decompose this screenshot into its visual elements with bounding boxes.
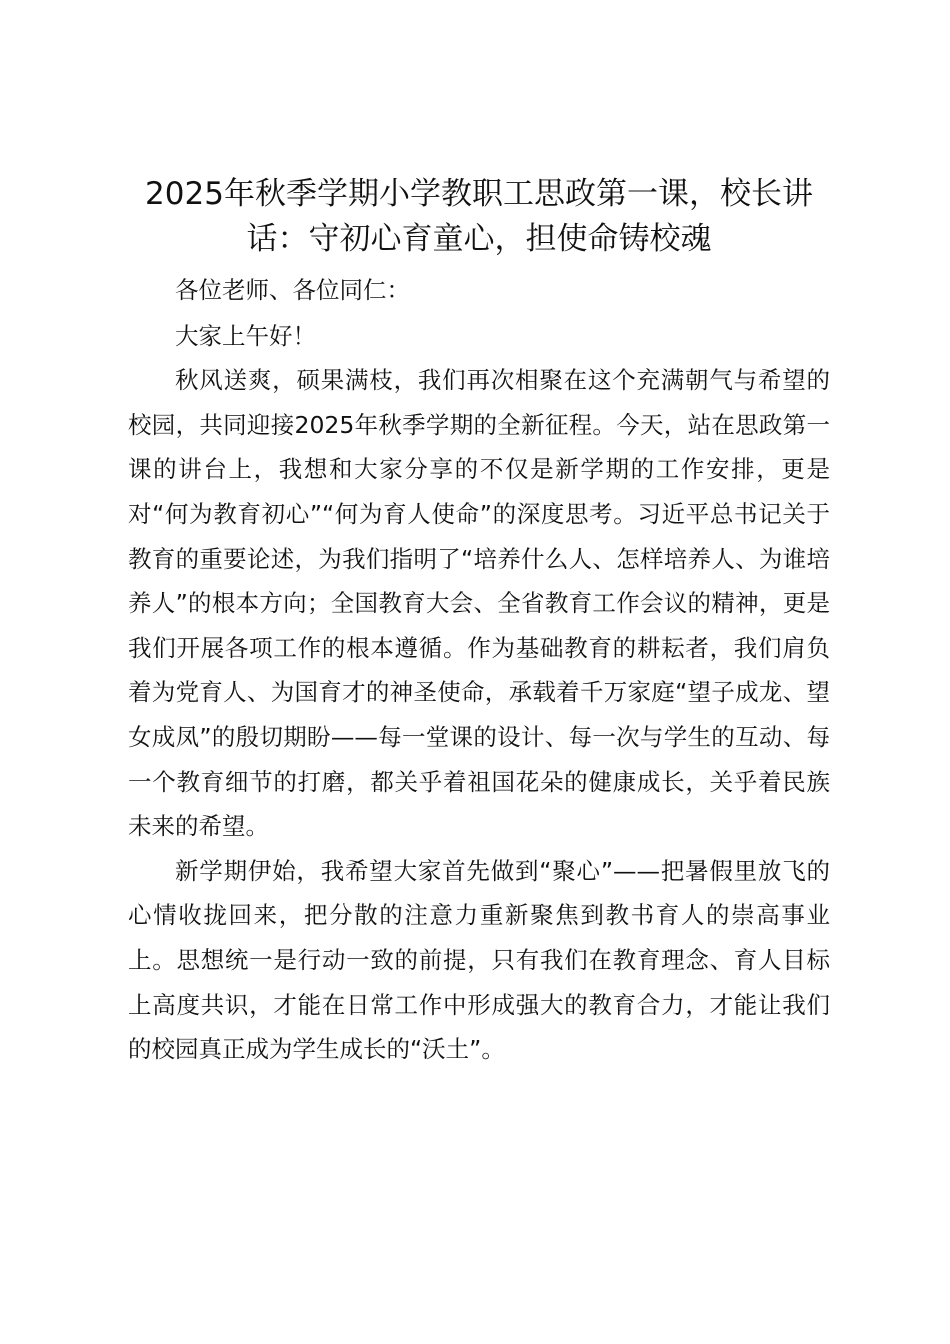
document-page bbox=[128, 172, 830, 1072]
body-paragraph-1: 秋风送爽，硕果满枝，我们再次相聚在这个充满朝气与希望的校园，共同迎接2025年秋季学期的全新征程。今天，站在思政第一课的讲台上，我想和大家分享的不仅是新学期的工作安排，更是对“何为教育初心”“何为育人使命”的深度思考。习近平总书记关于教育的重要论述，为我们指明了“培养什么人、怎样培养人、为谁培养人”的根本方向；全国教育大会、全省教育工作会议的精神，更是我们开展各项工作的根本遵循。作为基础教育的耕耘者，我们肩负着为党育人、为国育才的神圣使命，承载着千万家庭“望子成龙、望女成凤”的殷切期盼——每一堂课的设计、每一次与学生的互动、每一个教育细节的打磨，都关乎着祖国花朵的健康成长，关乎着民族未来的希望。 bbox=[128, 366, 830, 841]
document-title: 2025年秋季学期小学教职工思政第一课，校长讲话：守初心育童心，担使命铸校魂 bbox=[145, 176, 813, 257]
greeting: 大家上午好！ bbox=[175, 321, 316, 350]
salutation: 各位老师、各位同仁： bbox=[175, 276, 410, 304]
body-paragraph-2: 新学期伊始，我希望大家首先做到“聚心”——把暑假里放飞的心情收拢回来，把分散的注意力重新聚焦到教书育人的崇高事业上。思想统一是行动一致的前提，只有我们在教育理念、育人目标上高度共识，才能在日常工作中形成强大的教育合力，才能让我们的校园真正成为学生成长的“沃土”。 bbox=[128, 856, 830, 1064]
